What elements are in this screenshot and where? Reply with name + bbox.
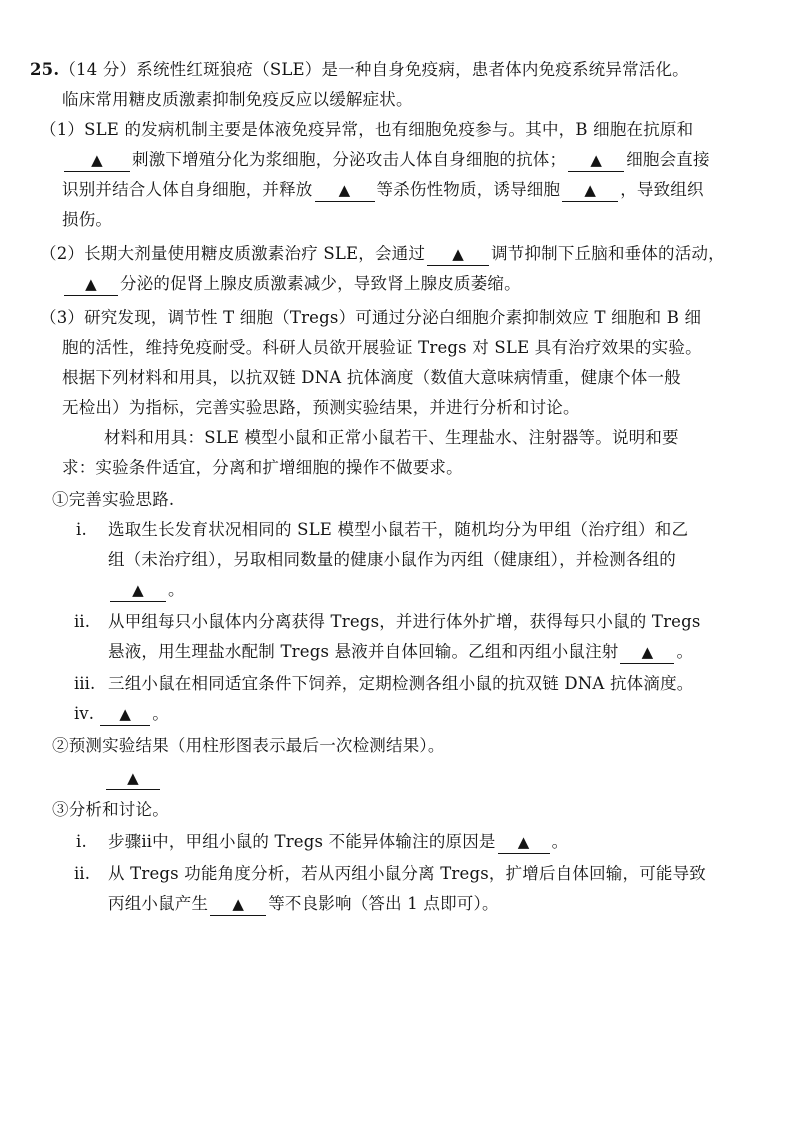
step-ii-text-1: 从甲组每只小鼠体内分离获得 Tregs，并进行体外扩增，获得每只小鼠的 Tregs	[108, 612, 701, 631]
step-i-line-1	[76, 516, 87, 544]
blank-marker-icon: ▲	[119, 705, 132, 723]
discussion-ii-text-1: 从 Tregs 功能角度分析，若从丙组小鼠分离 Tregs，扩增后自体回输，可能导致	[108, 864, 707, 883]
subsection-3-text: ③分析和讨论。	[52, 800, 169, 819]
discussion-i-label-line	[76, 828, 87, 856]
part1-line-2	[62, 146, 710, 174]
part3-text-6: 求：实验条件适宜，分离和扩增细胞的操作不做要求。	[62, 458, 463, 477]
answer-blank-1[interactable]	[64, 149, 130, 172]
discussion-ii-text-2b: 等不良影响（答出 1 点即可）。	[268, 894, 499, 913]
question-stem-text-2: 临床常用糖皮质激素抑制免疫反应以缓解症状。	[62, 90, 413, 109]
step-ii-label-line	[74, 608, 90, 636]
part3-requirements-line	[62, 454, 463, 482]
discussion-ii-text-2a: 丙组小鼠产生	[108, 894, 209, 913]
step-i-text-line-1	[108, 516, 688, 544]
blank-marker-icon: ▲	[517, 833, 530, 851]
part3-text-5: 材料和用具：SLE 模型小鼠和正常小鼠若干、生理盐水、注射器等。说明和要	[104, 428, 679, 447]
part3-text-2: 胞的活性，维持免疫耐受。科研人员欲开展验证 Tregs 对 SLE 具有治疗效果的实验。	[62, 338, 702, 357]
step-ii-text-line-1	[108, 608, 701, 636]
step-ii-label: ⅱ.	[74, 612, 91, 631]
answer-blank-2[interactable]	[568, 149, 624, 172]
blank-marker-icon: ▲	[132, 581, 144, 599]
subsection-3-title	[52, 796, 169, 824]
step-iii-text: 三组小鼠在相同适宜条件下饲养，定期检测各组小鼠的抗双链 DNA 抗体滴度。	[108, 674, 694, 693]
discussion-i-label: ⅰ.	[76, 832, 87, 851]
answer-blank-6[interactable]	[64, 273, 118, 296]
answer-blank-7[interactable]	[110, 579, 166, 602]
blank-marker-icon: ▲	[452, 245, 464, 263]
part2-text-2: 分泌的促肾上腺皮质激素减少，导致肾上腺皮质萎缩。	[120, 274, 521, 293]
blank-marker-icon: ▲	[232, 895, 245, 913]
part1-line-1	[40, 116, 693, 144]
answer-blank-3[interactable]	[315, 179, 375, 202]
subsection-2-title	[52, 732, 445, 760]
question-stem-line-1	[30, 56, 689, 84]
part3-line-1	[40, 304, 701, 332]
step-ii-end: 。	[676, 642, 694, 661]
part2-line-1	[40, 240, 725, 268]
discussion-ii-label: ⅱ.	[74, 864, 91, 883]
blank-marker-icon: ▲	[85, 275, 97, 293]
subsection-1-text: ①完善实验思路.	[52, 490, 175, 509]
answer-blank-8[interactable]	[620, 641, 674, 664]
part3-text-4: 无检出）为指标，完善实验思路，预测实验结果，并进行分析和讨论。	[62, 398, 580, 417]
blank-marker-icon: ▲	[91, 151, 103, 169]
answer-blank-11[interactable]	[498, 831, 550, 854]
answer-blank-5[interactable]	[427, 243, 489, 266]
answer-blank-4[interactable]	[562, 179, 618, 202]
step-i-text-2: 组（未治疗组），另取相同数量的健康小鼠作为丙组（健康组），并检测各组的	[108, 550, 676, 569]
discussion-ii-text-line-1	[108, 860, 706, 888]
part2-text-1a: （2）长期大剂量使用糖皮质激素治疗 SLE，会通过	[40, 244, 426, 263]
blank-marker-icon: ▲	[641, 643, 654, 661]
part1-line-3	[62, 176, 704, 204]
question-stem-text: 系统性红斑狼疮（SLE）是一种自身免疫病，患者体内免疫系统异常活化。	[136, 60, 689, 79]
step-i-text-1: 选取生长发育状况相同的 SLE 模型小鼠若干，随机均分为甲组（治疗组）和乙	[108, 520, 689, 539]
step-iii-label-line	[74, 670, 95, 698]
step-iii-text-line	[108, 670, 693, 698]
part1-text-4: 损伤。	[62, 210, 113, 229]
discussion-i-text-line	[108, 828, 568, 856]
discussion-i-end: 。	[551, 832, 569, 851]
part3-line-3	[62, 364, 681, 392]
part2-line-2	[62, 270, 521, 298]
step-iv-line	[74, 700, 169, 728]
question-stem-line-2	[62, 86, 413, 114]
part1-text-1: （1）SLE 的发病机制主要是体液免疫异常，也有细胞免疫参与。其中，B 细胞在抗原和	[40, 120, 694, 139]
part1-text-3c: ，导致组织	[620, 180, 704, 199]
step-iv-label: ⅳ.	[74, 704, 95, 723]
blank-marker-icon: ▲	[338, 181, 351, 199]
step-ii-text-2: 悬液，用生理盐水配制 Tregs 悬液并自体回输。乙组和丙组小鼠注射	[108, 642, 619, 661]
step-iii-label: ⅲ.	[74, 674, 96, 693]
prediction-answer-line	[104, 764, 162, 792]
part3-line-4	[62, 394, 580, 422]
part3-text-1: （3）研究发现，调节性 T 细胞（Tregs）可通过分泌白细胞介素抑制效应 T 细胞和 B 细	[40, 308, 702, 327]
discussion-ii-text-line-2	[108, 890, 499, 918]
part2-text-1b: 调节抑制下丘脑和垂体的活动，	[491, 244, 725, 263]
part1-text-3b: 等杀伤性物质，诱导细胞	[376, 180, 561, 199]
blank-marker-icon: ▲	[127, 769, 139, 787]
answer-blank-9[interactable]	[100, 703, 150, 726]
part3-line-2	[62, 334, 702, 362]
discussion-ii-label-line	[74, 860, 90, 888]
subsection-2-text: ②预测实验结果（用柱形图表示最后一次检测结果）。	[52, 736, 445, 755]
blank-marker-icon: ▲	[590, 151, 603, 169]
step-i-text-line-2	[108, 546, 676, 574]
part1-text-2a: 刺激下增殖分化为浆细胞，分泌攻击人体自身细胞的抗体；	[132, 150, 567, 169]
step-i-text-line-3	[108, 576, 185, 604]
answer-blank-12[interactable]	[210, 893, 266, 916]
step-i-label: ⅰ.	[76, 520, 87, 539]
part3-text-3: 根据下列材料和用具，以抗双链 DNA 抗体滴度（数值大意味病情重，健康个体一般	[62, 368, 681, 387]
blank-marker-icon: ▲	[584, 181, 597, 199]
subsection-1-title	[52, 486, 174, 514]
step-iv-end: 。	[152, 704, 169, 723]
question-number: 25.	[30, 60, 60, 79]
part3-materials-line	[104, 424, 679, 452]
part1-text-3a: 识别并结合人体自身细胞，并释放	[62, 180, 313, 199]
step-ii-text-line-2	[108, 638, 693, 666]
discussion-i-text: 步骤ⅱ中，甲组小鼠的 Tregs 不能异体输注的原因是	[108, 832, 496, 851]
question-score: （14 分）	[59, 60, 137, 79]
part1-line-4	[62, 206, 112, 234]
step-i-end: 。	[168, 580, 185, 599]
part1-text-2b: 细胞会直接	[626, 150, 710, 169]
answer-blank-10[interactable]	[106, 767, 160, 790]
